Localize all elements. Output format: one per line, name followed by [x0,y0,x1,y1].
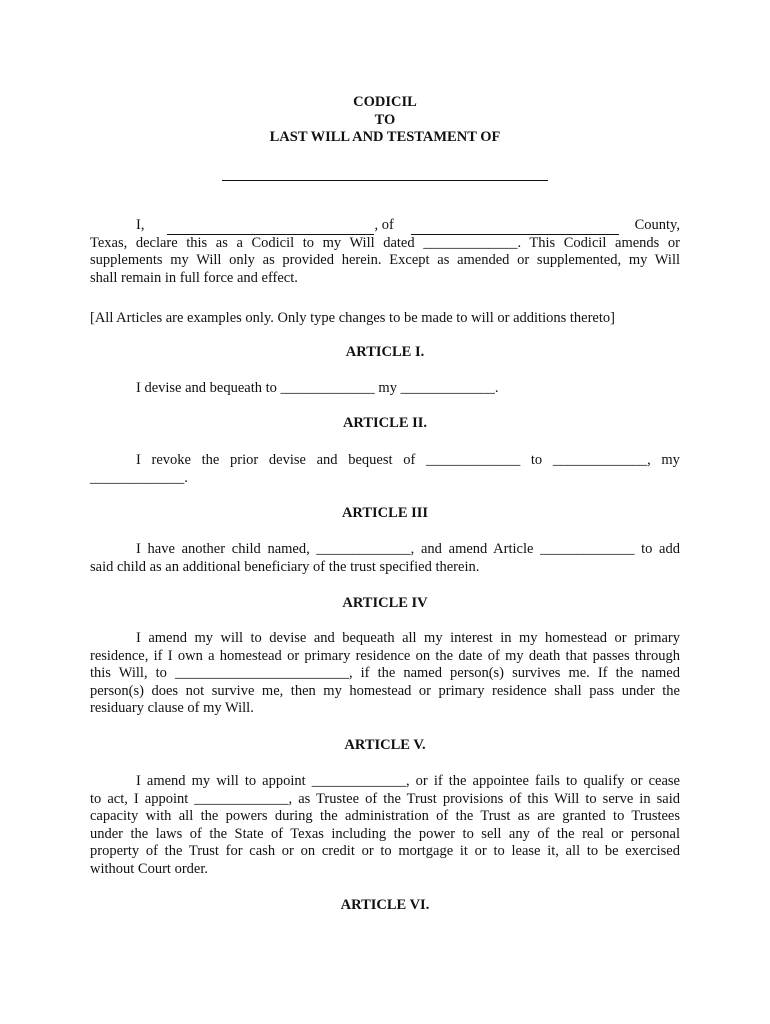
article-2-line-2: _____________. [90,469,188,486]
intro-word-of: , of [374,217,394,233]
article-2-line-1 [90,452,680,470]
title-line-testament: LAST WILL AND TESTAMENT OF [269,129,501,145]
article-3-heading: ARTICLE III [341,505,429,521]
article-5-body [90,773,680,879]
intro-line-2: Texas, declare this as a Codicil to my Will dated _____________. This Codicil amends or [90,234,680,251]
article-1-body [90,380,680,398]
article-5-line-3: capacity with all the powers during the administration of the Trust as are granted to Trustees [90,808,680,825]
article-2-blank: _____________ [425,452,521,468]
article-2-word: prior [230,452,259,468]
article-6-heading: ARTICLE VI. [340,897,430,913]
article-4-heading: ARTICLE IV [342,595,428,611]
article-4-line-2: residence, if I own a homestead or primary residence on the date of my death that passes through [90,647,680,664]
article-2-word: and [316,452,338,468]
article-4-line-1: I amend my will to devise and bequeath all my interest in my homestead or primary [136,630,680,646]
article-2-heading: ARTICLE II. [342,415,428,431]
intro-line-3: supplements my Will only as provided herein. Except as amended or supplemented, my Will [90,252,680,269]
article-3-line-2: said child as an additional beneficiary of the trust specified therein. [90,558,480,575]
article-5-line-2: to act, I appoint _____________, as Trustee of the Trust provisions of this Will to serve in said [90,790,680,807]
article-4-line-3: this Will, to ________________________, if the named person(s) survives me. If the named [90,665,680,682]
article-2-word: bequest [348,452,393,468]
document-title [0,94,770,147]
article-2-blank: _____________, [552,452,651,468]
examples-note [90,310,680,328]
intro-word-county: County, [634,217,680,233]
title-line-codicil: CODICIL [353,94,417,110]
testator-name-field[interactable] [167,221,374,235]
article-2-word: to [530,452,543,468]
article-3-body [90,541,680,576]
examples-note-text: [All Articles are examples only. Only type changes to be made to will or additions thereto] [90,310,615,326]
title-line-to: TO [374,111,396,128]
article-2-word: I [136,452,141,468]
article-2-word: revoke [151,452,191,468]
article-5-line-1: I amend my will to appoint _____________, or if the appointee fails to qualify or cease [136,773,680,789]
article-5-line-6: without Court order. [90,860,209,877]
article-4-line-5: residuary clause of my Will. [90,700,254,717]
article-4-body [90,630,680,718]
intro-line-4: shall remain in full force and effect. [90,269,298,286]
intro-word-i: I, [136,217,145,233]
county-field[interactable] [411,221,619,235]
article-2-word: devise [268,452,306,468]
article-5-line-4: under the laws of the State of Texas including the power to sell any of the real or personal [90,825,680,842]
intro-paragraph [90,217,680,287]
article-1-heading: ARTICLE I. [345,344,425,360]
article-3-line-1: I have another child named, _____________, and amend Article _____________ to add [136,541,680,557]
article-2-word: my [661,452,680,468]
testator-name-blank[interactable] [222,180,548,181]
article-1-line-1: I devise and bequeath to _____________ my _____________. [136,380,499,396]
article-5-heading: ARTICLE V. [344,737,426,753]
article-2-word: the [201,452,220,468]
article-2-word: of [403,452,416,468]
article-2-body [90,452,680,487]
article-5-line-5: property of the Trust for cash or on credit or to mortgage it or to lease it, all to be exercised [90,843,680,860]
article-4-line-4: person(s) does not survive me, then my homestead or primary residence shall pass under the [90,682,680,699]
